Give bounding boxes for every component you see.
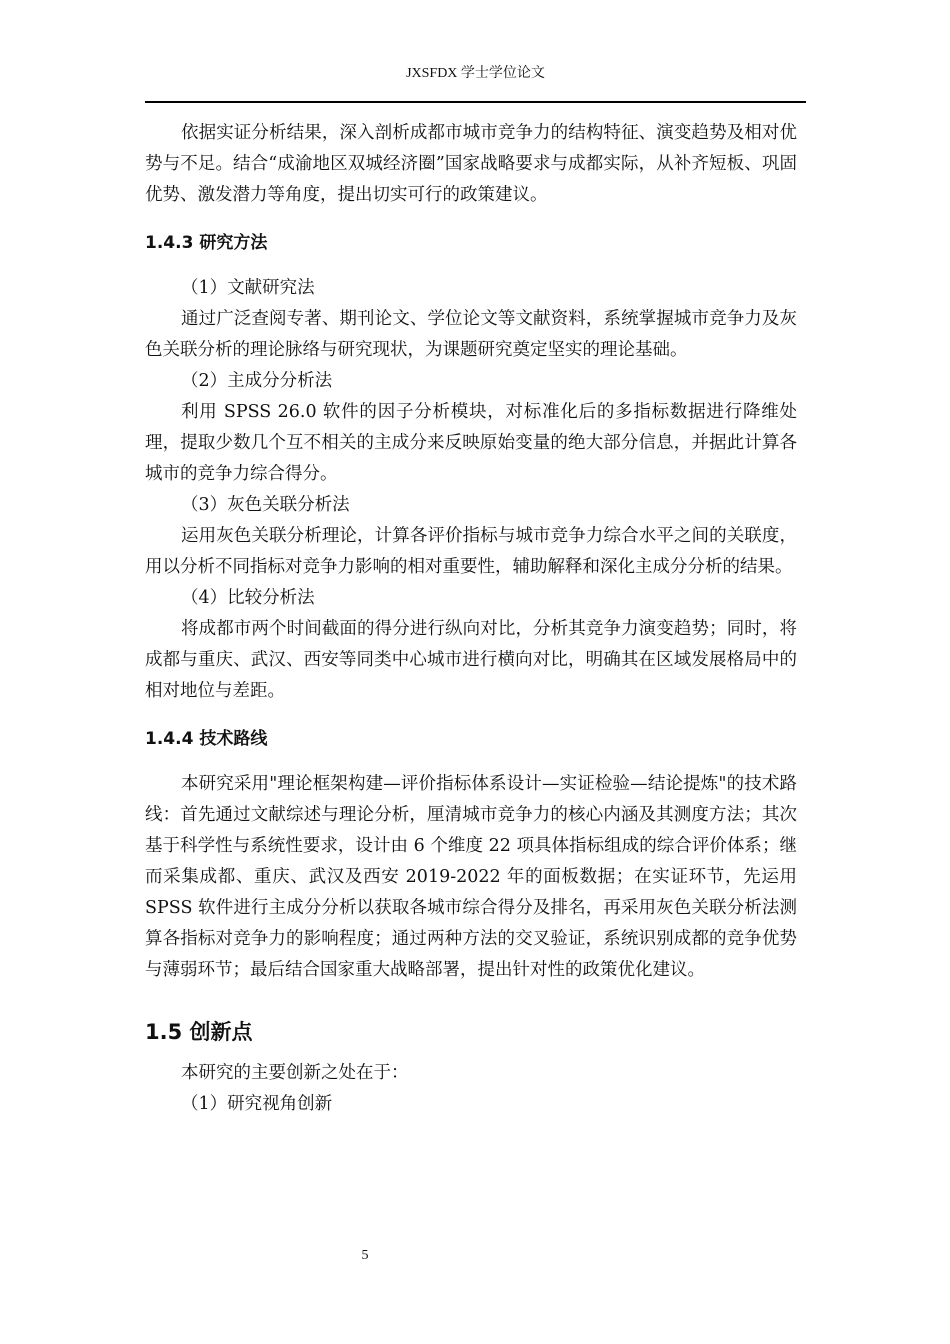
technical-route-paragraph: 本研究采用"理论框架构建—评价指标体系设计—实证检验—结论提炼"的技术路线：首先通过文献综述与理论分析，厘清城市竞争力的核心内涵及其测度方法；其次基于科学性与系统性要求，设计由 6 个维度 22 项具体指标组成的综合评价体系；继而采集成都、重庆、武汉及西安 2019-2022 年的面板数据；在实证环节，先运用 SPSS 软件进行主成分分析以获取各城市综合得分及排名，再采用灰色关联分析法测算各指标对竞争力的影响程度；通过两种方法的交叉验证，系统识别成都的竞争优势与薄弱环节；最后结合国家重大战略部署，提出针对性的政策优化建议。	[145, 774, 797, 980]
method-label-3: （3）灰色关联分析法	[181, 495, 350, 515]
intro-paragraph: 依据实证分析结果，深入剖析成都市城市竞争力的结构特征、演变趋势及相对优势与不足。结合“成渝地区双城经济圈”国家战略要求与成都实际，从补齐短板、巩固优势、激发潜力等角度，提出切实可行的政策建议。	[145, 123, 797, 205]
method-text-1: 通过广泛查阅专著、期刊论文、学位论文等文献资料，系统掌握城市竞争力及灰色关联分析的理论脉络与研究现状，为课题研究奠定坚实的理论基础。	[145, 309, 797, 360]
method-text-3: 运用灰色关联分析理论，计算各评价指标与城市竞争力综合水平之间的关联度，用以分析不同指标对竞争力影响的相对重要性，辅助解释和深化主成分分析的结果。	[145, 526, 797, 577]
method-text-4: 将成都市两个时间截面的得分进行纵向对比，分析其竞争力演变趋势；同时，将成都与重庆、武汉、西安等同类中心城市进行横向对比，明确其在区域发展格局中的相对地位与差距。	[145, 619, 797, 701]
method-label-2: （2）主成分分析法	[181, 371, 333, 391]
section-heading-1-4-3: 1.4.3 研究方法	[145, 233, 268, 253]
section-heading-1-4-4: 1.4.4 技术路线	[145, 729, 268, 749]
section-heading-1-5: 1.5 创新点	[145, 1020, 253, 1044]
page-body	[145, 118, 797, 1120]
header-divider	[145, 101, 806, 103]
method-label-1: （1）文献研究法	[181, 278, 315, 298]
method-label-4: （4）比较分析法	[181, 588, 315, 608]
innovation-intro: 本研究的主要创新之处在于：	[181, 1063, 409, 1083]
method-text-2: 利用 SPSS 26.0 软件的因子分析模块，对标准化后的多指标数据进行降维处理，提取少数几个互不相关的主成分来反映原始变量的绝大部分信息，并据此计算各城市的竞争力综合得分。	[145, 402, 797, 484]
innovation-item-1: （1）研究视角创新	[181, 1094, 333, 1114]
running-header: JXSFDX 学士学位论文	[406, 66, 545, 81]
page-number: 5	[361, 1248, 369, 1263]
